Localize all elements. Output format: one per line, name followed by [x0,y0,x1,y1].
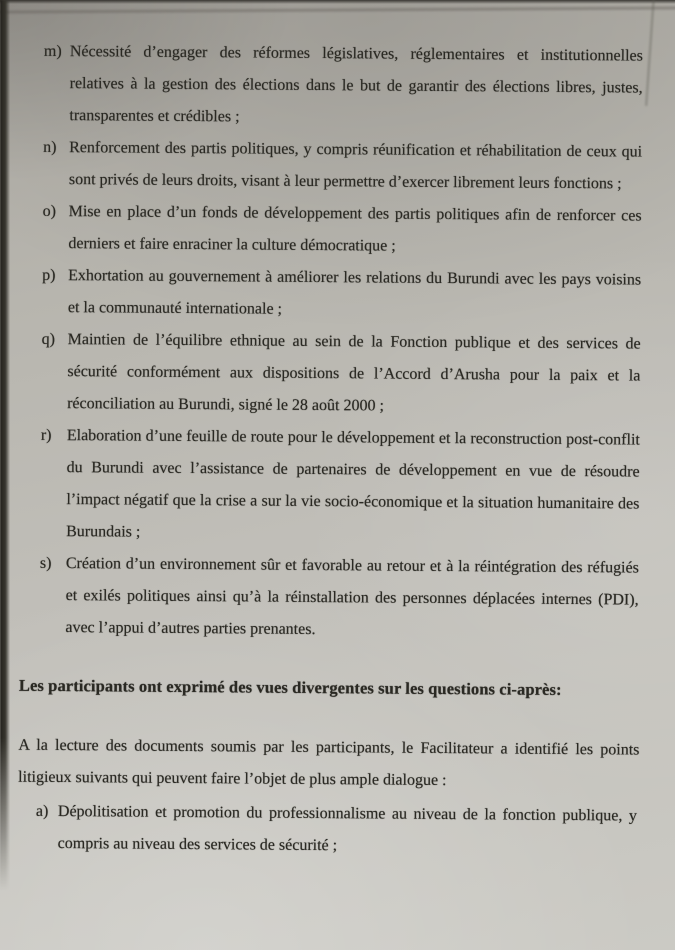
list-item-label: q) [41,330,56,348]
list-item-text: Dépolitisation et promotion du professionnalisme au niveau de la fonction publique, y compris au niveau des services de sécurité ; [57,803,637,855]
list-item-label: o) [42,202,57,220]
list-item-label: p) [42,266,56,284]
scan-edge-left [0,0,10,900]
list-item-label: s) [39,554,52,572]
list-item-text: Maintien de l’équilibre ethnique au sein de la Fonction publique et des services de sécurité conformément aux dispositions de l’Accord d’Arusha pour la paix et la réconciliation au Burundi, signé le 28 août 2000 ; [67,331,641,415]
list-item-text: Création d’un environnement sûr et favorable au retour et à la réintégration des réfugiés et exilés politiques ainsi qu’à la réinstallation des personnes déplacées internes (PDI), avec l’appui d’autres parties prenantes. [65,555,639,639]
recommendations-list [39,36,645,649]
list-item-s [39,548,641,649]
list-item-text: Exhortation au gouvernement à améliorer les relations du Burundi avec les pays voisins et la communauté internationale ; [67,267,642,318]
list-item-label: m) [43,42,62,61]
list-item-m [43,36,645,137]
list-item-n [43,132,644,201]
list-item-label: n) [43,138,57,156]
list-item-text: Nécessité d’engager des réformes législatives, réglementaires et institutionnelles relatives à la gestion des élections dans le but de garantir des élections libres, justes, transparentes et crédibles ; [69,43,643,126]
litigious-points-list [36,796,639,865]
facilitator-intro-paragraph: A la lecture des documents soumis par les participants, le Facilitateur a identifié les points litigieux suivants qui peuvent faire l’objet de plus ample dialogue : [18,736,640,790]
list-item-r [40,420,642,553]
list-item-text: Renforcement des partis politiques, y compris réunification et réhabilitation de ceux qui sont privés de leurs droits, visant à leur permettre d’exercer librement leurs fonctions ; [68,139,643,193]
list-item-label: a) [35,802,49,820]
list-item-q [41,324,643,425]
divergent-views-heading: Les participants ont exprimé des vues divergentes sur les questions ci-après: [18,675,562,699]
list-item-a [36,796,639,865]
list-item-text: Elaboration d’une feuille de route pour le développement et la reconstruction post-conflit du Burundi avec l’assistance de partenaires de développement en vue de résoudre l’impact négatif que la crise a sur la vie socio-économique et la situation humanitaire des Burundais ; [66,427,640,541]
list-item-o [42,196,643,265]
list-item-text: Mise en place d’un fonds de développement des partis politiques afin de renforcer ces derniers et faire enraciner la culture démocratique ; [68,203,642,255]
list-item-p [42,260,643,329]
list-item-label: r) [40,426,52,444]
